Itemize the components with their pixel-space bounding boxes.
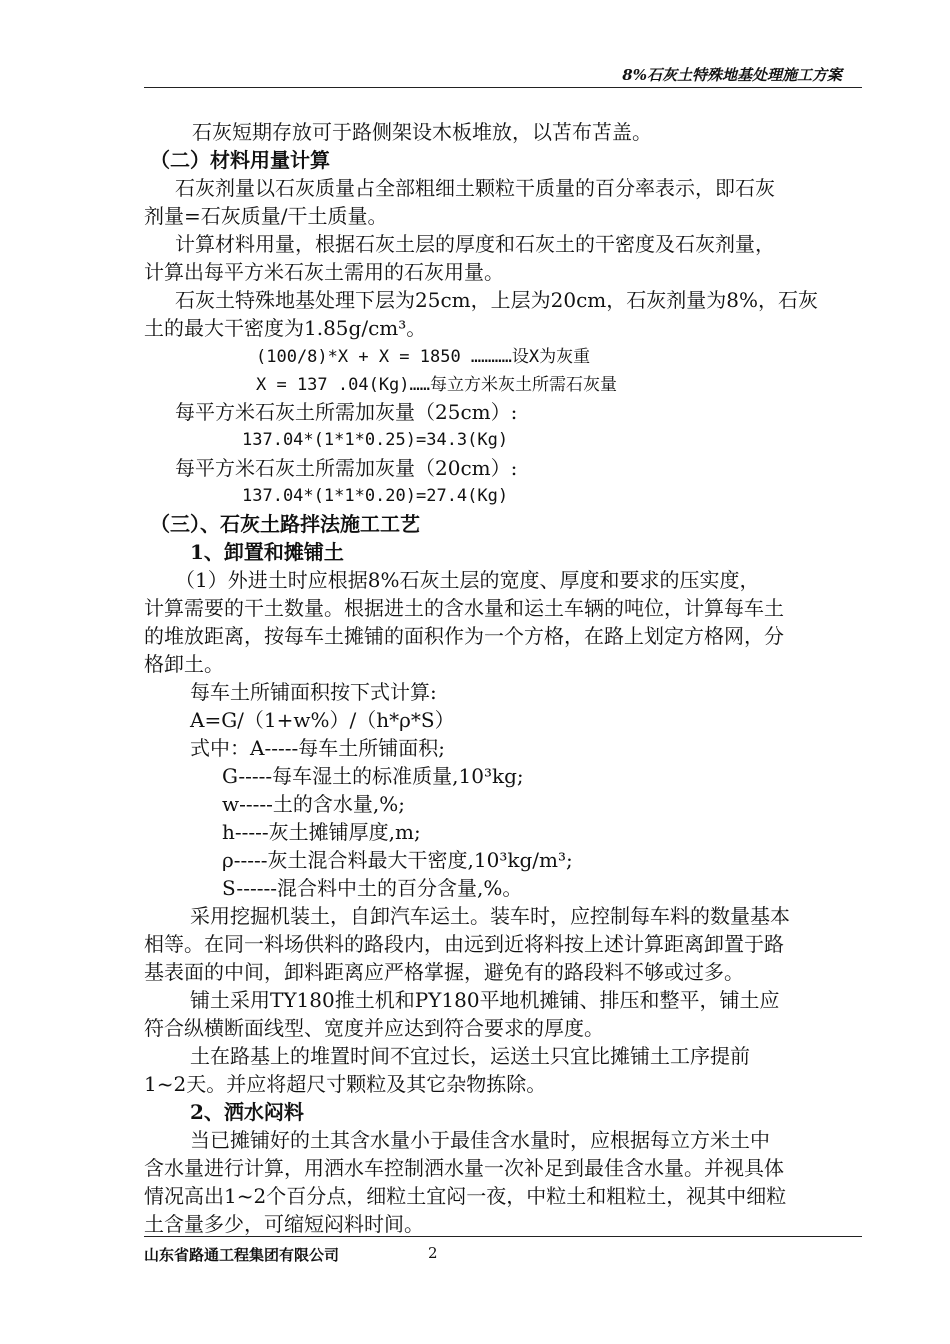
text-line: 格卸土。 [144,652,224,676]
text-line: 计算出每平方米石灰土需用的石灰用量。 [144,260,504,284]
text-line: 剂量=石灰质量/干土质量。 [144,204,388,228]
text-line: 土含量多少，可缩短闷料时间。 [144,1212,424,1236]
text-line: 每车土所铺面积按下式计算: [190,680,437,704]
text-line: 含水量进行计算，用洒水车控制洒水量一次补足到最佳含水量。并视具体 [144,1156,784,1180]
section-heading: （二）材料用量计算 [150,148,330,172]
text-line: h-----灰土摊铺厚度,m; [222,820,421,844]
text-line: 铺土采用TY180推土机和PY180平地机摊铺、排压和整平，铺土应 [190,988,780,1012]
header-rule [144,87,862,88]
text-line: 石灰短期存放可于路侧架设木板堆放，以苫布苫盖。 [192,120,652,144]
text-line: （1）外进土时应根据8%石灰土层的宽度、厚度和要求的压实度， [175,568,760,592]
section-heading: （三）、石灰土路拌法施工工艺 [150,512,420,536]
text-line: 的堆放距离，按每车土摊铺的面积作为一个方格，在路上划定方格网，分 [144,624,784,648]
footer-company: 山东省路通工程集团有限公司 [144,1246,340,1264]
formula-line: A=G/（1+w%）/（h*ρ*S） [190,708,455,732]
formula-line: X = 137 .04(Kg)……每立方米灰土所需石灰量 [256,375,617,395]
page-number: 2 [428,1244,438,1262]
text-line: S------混合料中土的百分含量,%。 [222,876,523,900]
formula-line: (100/8)*X + X = 1850 …………设X为灰重 [256,347,591,367]
text-line: ρ-----灰土混合料最大干密度,10³kg/m³; [222,848,573,872]
footer-rule [144,1236,862,1237]
text-line: 相等。在同一料场供料的路段内，由远到近将料按上述计算距离卸置于路 [144,932,784,956]
text-line: w-----土的含水量,%; [222,792,406,816]
text-line: 基表面的中间，卸料距离应严格掌握，避免有的路段料不够或过多。 [144,960,744,984]
text-line: 情况高出1~2个百分点，细粒土宜闷一夜，中粒土和粗粒土，视其中细粒 [144,1184,787,1208]
text-line: 当已摊铺好的土其含水量小于最佳含水量时，应根据每立方米土中 [190,1128,770,1152]
formula-line: 137.04*(1*1*0.25)=34.3(Kg) [242,430,509,450]
text-line: 计算需要的干土数量。根据进土的含水量和运土车辆的吨位，计算每车土 [144,596,784,620]
text-line: 1~2天。并应将超尺寸颗粒及其它杂物拣除。 [144,1072,547,1096]
text-line: 式中：A-----每车土所铺面积; [190,736,445,760]
text-line: 符合纵横断面线型、宽度并应达到符合要求的厚度。 [144,1016,604,1040]
text-line: 石灰剂量以石灰质量占全部粗细土颗粒干质量的百分率表示，即石灰 [175,176,775,200]
text-line: 采用挖掘机装土，自卸汽车运土。装车时，应控制每车料的数量基本 [190,904,790,928]
text-line: 每平方米石灰土所需加灰量（25cm）: [175,400,518,424]
text-line: 石灰土特殊地基处理下层为25cm，上层为20cm，石灰剂量为8%，石灰 [175,288,818,312]
formula-line: 137.04*(1*1*0.20)=27.4(Kg) [242,486,509,506]
text-line: 土的最大干密度为1.85g/cm³。 [144,316,427,340]
text-line: 土在路基上的堆置时间不宜过长，运送土只宜比摊铺土工序提前 [190,1044,750,1068]
text-line: 计算材料用量，根据石灰土层的厚度和石灰土的干密度及石灰剂量， [175,232,775,256]
page-header-title: 8%石灰土特殊地基处理施工方案 [622,66,842,84]
text-line: 每平方米石灰土所需加灰量（20cm）: [175,456,518,480]
text-line: G-----每车湿土的标准质量,10³kg; [222,764,524,788]
subsection-heading: 2、洒水闷料 [190,1100,304,1124]
subsection-heading: 1、卸置和摊铺土 [190,540,344,564]
